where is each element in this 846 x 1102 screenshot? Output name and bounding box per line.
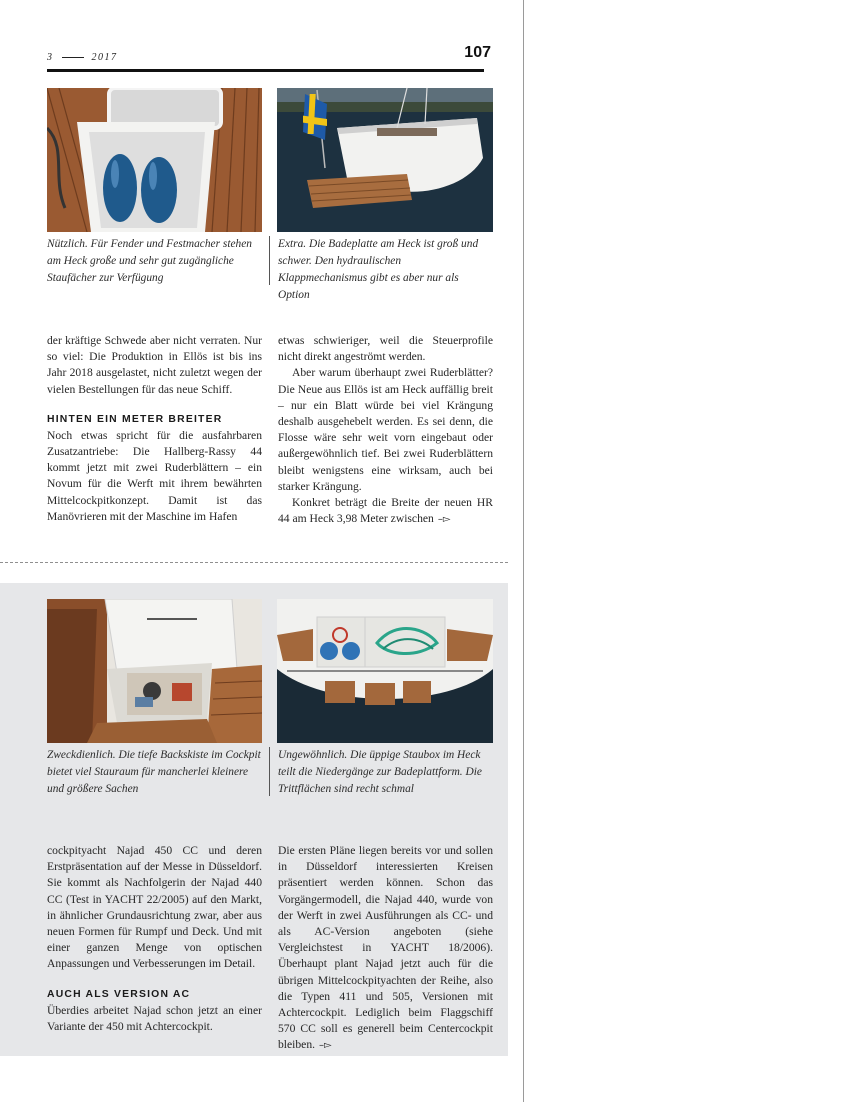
paragraph: etwas schwieriger, weil die Steuerprofile nicht direkt angeströmt werden. <box>278 334 493 364</box>
paragraph-continued <box>278 495 493 528</box>
top-article-right-column <box>278 333 493 528</box>
caption-divider <box>269 747 270 796</box>
bottom-article-right-column <box>278 843 493 1055</box>
paragraph-text: Konkret beträgt die Breite der neuen HR 44 am Heck 3,98 Meter zwischen <box>278 496 493 526</box>
paragraph: cockpityacht Najad 450 CC und deren Erstpräsentation auf der Messe in Düsseldorf. Sie kommt als Nachfolgerin der Najad 440 CC (Test in YACHT 22/2005) auf den Markt, in ähnlicher Grundausrichtung zwar, aber aus neuen Formen für Rumpf und Deck. Und mit einer ganzen Menge von optischen Anpassungen und Verbesserungen im Detail. <box>47 844 262 971</box>
photo-stern-storage <box>277 599 493 743</box>
bottom-article-left-column <box>47 843 262 1035</box>
paragraph-text: Die ersten Pläne liegen bereits vor und sollen in Düsseldorf interessierten Kreisen präsentiert werden können. Schon das Vorgängermodell, die Najad 440, wurde von der Werft in zwei Ausführungen als CC- und als AC-Version angeboten (siehe Vergleichstest in YACHT 18/2006). Überhaupt plant Najad jetzt auch für die übrigen Mittelcockpityachten der Reihe, also die Typen 411 und 505, Versionen mit Achtercockpit. Lediglich beim Flaggschiff 570 CC soll es generell beim Centercockpit bleiben. <box>278 844 493 1052</box>
section-separator <box>0 562 508 563</box>
paragraph: Noch etwas spricht für die ausfahrbaren Zusatzantriebe: Die Hallberg-Rassy 44 kommt jetzt mit zwei Ruderblättern – ein Novum für die Werft mit ihrem bewährten Mittelcockpitkonzept. Damit ist das Manövrieren mit der Maschine im Hafen <box>47 428 262 523</box>
issue-dash <box>62 57 84 58</box>
top-article-left-column <box>47 333 262 525</box>
caption-fender-locker: Nützlich. Für Fender und Festmacher stehen am Heck große und sehr gut zugängliche Staufächer zur Verfügung <box>47 238 252 284</box>
continue-arrow-icon: –▻ <box>319 1040 332 1052</box>
paragraph-continued <box>278 843 493 1055</box>
photo-bathing-platform <box>277 88 493 232</box>
paragraph: der kräftige Schwede aber nicht verraten. Nur so viel: Die Produktion in Ellös ist bis ins Jahr 2018 ausgelastet, nicht zuletzt wegen der vielen Bestellungen für das neue Schiff. <box>47 334 262 396</box>
page-number: 107 <box>464 44 491 61</box>
subheading-version-ac: AUCH ALS VERSION AC <box>47 988 191 1000</box>
caption-divider <box>269 236 270 285</box>
issue-label <box>47 52 118 63</box>
continue-arrow-icon: –▻ <box>437 514 451 526</box>
paragraph: Aber warum überhaupt zwei Ruderblätter? Die Neue aus Ellös ist am Heck auffällig breit – nur ein Blatt würde bei viel Krängung deshalb ausgehebelt werden. Es sei denn, die Flosse wäre sehr weit vorn eingebaut oder außergewöhnlich tief. Bei zwei Ruderblättern bleibt wenigstens eine wirksam, auch bei starker Krängung. <box>278 366 493 493</box>
issue-year: 2017 <box>91 52 118 63</box>
header-rule <box>47 69 484 72</box>
caption-cockpit-locker: Zweckdienlich. Die tiefe Backskiste im Cockpit bietet viel Stauraum für mancherlei kleinere und größere Sachen <box>47 749 261 795</box>
caption-stern-storage: Ungewöhnlich. Die üppige Staubox im Heck teilt die Niedergänge zur Badeplattform. Die Trittflächen sind recht schmal <box>278 749 482 795</box>
subheading-hinten: HINTEN EIN METER BREITER <box>47 413 223 425</box>
photo-fender-locker <box>47 88 262 232</box>
photo-cockpit-locker <box>47 599 262 743</box>
paragraph: Überdies arbeitet Najad schon jetzt an einer Variante der 450 mit Achtercockpit. <box>47 1003 262 1033</box>
page-edge-line <box>523 0 524 1102</box>
issue-number: 3 <box>47 52 54 63</box>
caption-bathing-platform: Extra. Die Badeplatte am Heck ist groß und schwer. Den hydraulischen Klappmechanismus gibt es aber nur als Option <box>278 238 479 301</box>
